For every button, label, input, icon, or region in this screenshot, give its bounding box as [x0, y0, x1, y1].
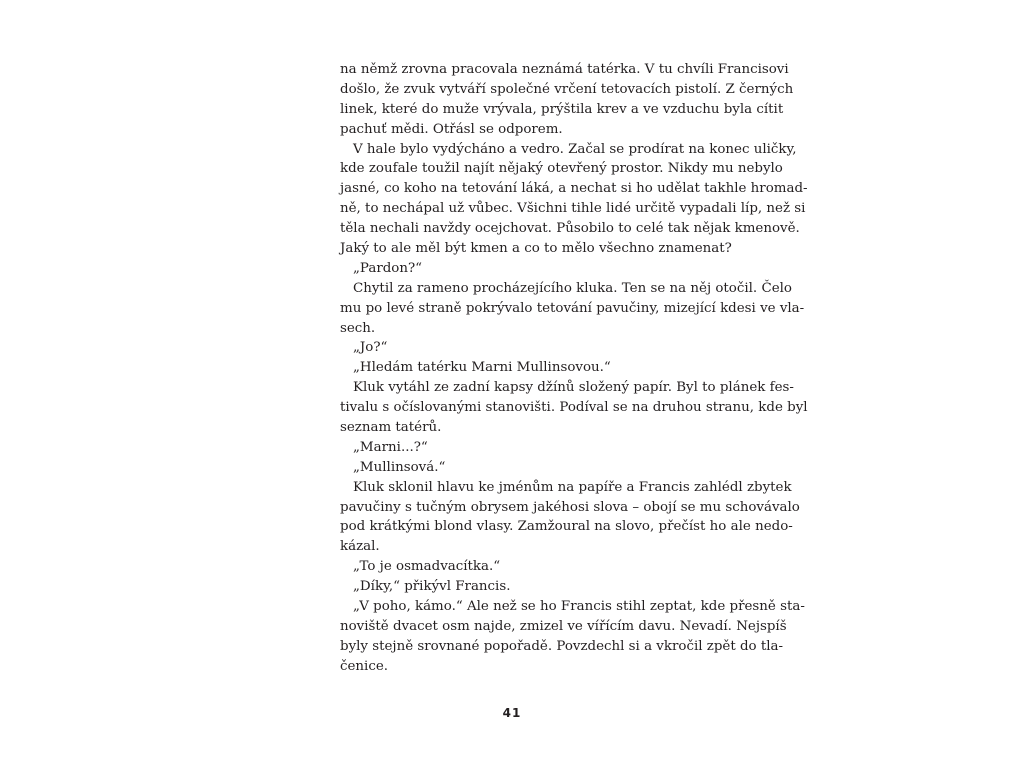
text-line: linek, které do muže vrývala, prýštila krev a ve vzduchu byla cítit	[340, 101, 784, 117]
text-line: došlo, že zvuk vytváří společné vrčení tetovacích pistolí. Z černých	[340, 81, 794, 97]
text-line: kázal.	[340, 539, 380, 555]
text-line: čenice.	[340, 658, 389, 674]
text-line: kde zoufale toužil najít nějaký otevřený prostor. Nikdy mu nebylo	[340, 161, 783, 177]
text-line: Chytil za rameno procházejícího kluka. Ten se na něj otočil. Čelo	[353, 280, 792, 296]
text-line: Kluk sklonil hlavu ke jménům na papíře a Francis zahlédl zbytek	[353, 479, 792, 495]
text-line: na němž zrovna pracovala neznámá tatérka. V tu chvíli Francisovi	[340, 62, 789, 77]
text-line: Jaký to ale měl být kmen a co to mělo všechno znamenat?	[340, 241, 732, 257]
text-line: ně, to nechápal už vůbec. Všichni tihle lidé určitě vypadali líp, než si	[340, 201, 806, 217]
text-line: pavučiny s tučným obrysem jakéhosi slova – obojí se mu schovávalo	[340, 499, 800, 515]
text-line: pachuť mědi. Otřásl se odporem.	[340, 121, 563, 137]
text-line: „Hledám tatérku Marni Mullinsovou.“	[353, 360, 611, 376]
text-line: „Marni...?“	[353, 439, 428, 455]
text-line: jasné, co koho na tetování láká, a nechat si ho udělat takhle hromad-	[340, 181, 808, 197]
text-line: sech.	[340, 320, 376, 336]
text-line: „V poho, kámo.“ Ale než se ho Francis stihl zeptat, kde přesně sta-	[353, 599, 805, 615]
page-number: 41	[502, 706, 522, 720]
text-line: „To je osmadvacítka.“	[353, 559, 501, 575]
text-line: „Pardon?“	[353, 260, 423, 276]
text-line: mu po levé straně pokrývalo tetování pavučiny, mizející kdesi ve vla-	[340, 300, 805, 316]
body-text	[340, 60, 808, 677]
text-line: těla nechali navždy ocejchovat. Působilo to celé tak nějak kmenově.	[340, 221, 800, 237]
text-line: byly stejně srovnané popořadě. Povzdechl si a vkročil zpět do tla-	[340, 638, 784, 654]
text-line: pod krátkými blond vlasy. Zamžoural na slovo, přečíst ho ale nedo-	[340, 519, 793, 535]
text-line: „Jo?“	[353, 340, 388, 356]
text-line: Kluk vytáhl ze zadní kapsy džínů složený papír. Byl to plánek fes-	[353, 380, 794, 396]
text-line: V hale bylo vydýcháno a vedro. Začal se prodírat na konec uličky,	[353, 141, 797, 157]
text-line: „Díky,“ přikývl Francis.	[353, 579, 511, 595]
text-line: „Mullinsová.“	[353, 459, 446, 475]
text-line: noviště dvacet osm najde, zmizel ve vířícím davu. Nevadí. Nejspíš	[340, 618, 787, 634]
text-line: seznam tatérů.	[340, 420, 442, 436]
text-line: tivalu s očíslovanými stanovišti. Podíval se na druhou stranu, kde byl	[340, 400, 808, 416]
